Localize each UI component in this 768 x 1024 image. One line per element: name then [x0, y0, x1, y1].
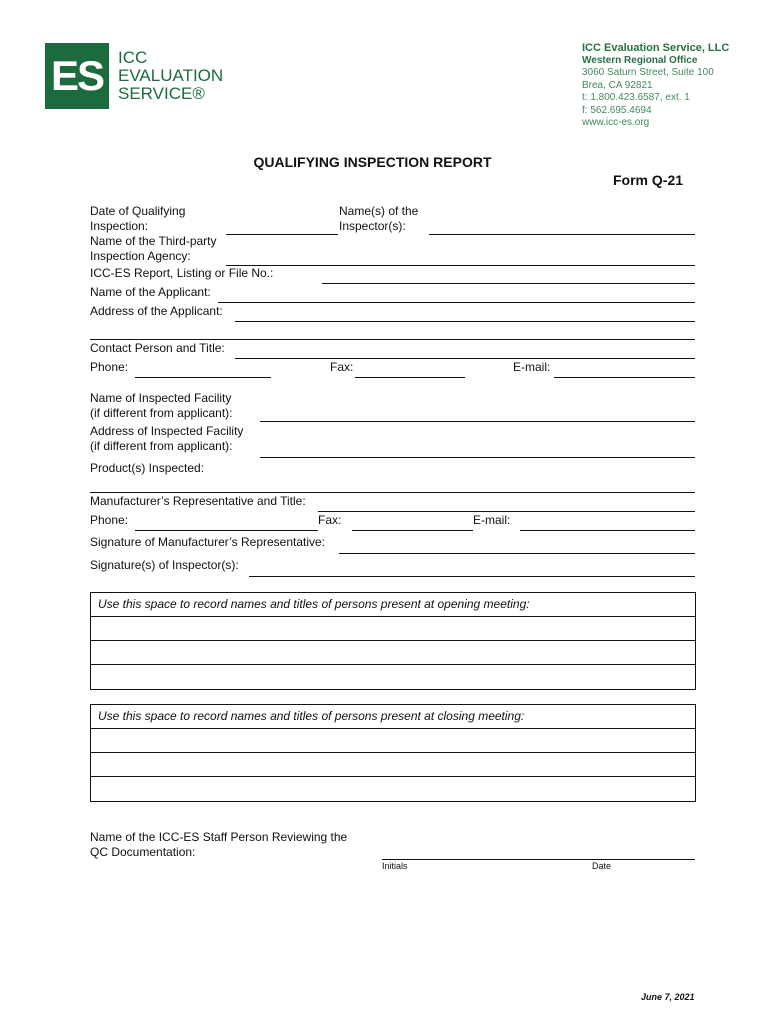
agency-field[interactable]: [226, 265, 695, 266]
date-label: Date of Qualifying Inspection:: [90, 204, 186, 233]
inspector-signature-field[interactable]: [249, 576, 695, 577]
city: Brea, CA 92821: [582, 79, 653, 91]
phone-number: t: 1.800.423.6587, ext. 1: [582, 92, 690, 103]
logo-line-service: SERVICE®: [118, 84, 205, 103]
report-number-field[interactable]: [322, 283, 695, 284]
mfr-phone-label: Phone:: [90, 513, 129, 527]
opening-meeting-box: [90, 592, 696, 690]
mfr-email-label: E-mail:: [473, 513, 511, 527]
office-name: Western Regional Office: [582, 54, 698, 66]
inspectors-field[interactable]: [429, 234, 695, 235]
closing-meeting-row[interactable]: [91, 753, 695, 777]
email-label: E-mail:: [513, 360, 551, 374]
logo-wordmark: [118, 49, 223, 103]
fax-field[interactable]: [355, 377, 465, 378]
contact-label: Contact Person and Title:: [90, 341, 225, 355]
contact-field[interactable]: [235, 358, 695, 359]
opening-meeting-row[interactable]: [91, 641, 695, 665]
facility-address-label: Address of Inspected Facility (if different from applicant):: [90, 424, 244, 453]
phone-field[interactable]: [135, 377, 271, 378]
phone-label: Phone:: [90, 360, 129, 374]
revision-date: June 7, 2021: [641, 992, 695, 1002]
opening-meeting-row[interactable]: [91, 617, 695, 641]
es-logo-mark: ES: [45, 43, 109, 109]
products-field[interactable]: [90, 492, 695, 493]
email-field[interactable]: [554, 377, 695, 378]
mfr-rep-field[interactable]: [318, 511, 695, 512]
staff-initials-date-field[interactable]: [382, 859, 695, 860]
opening-meeting-header: Use this space to record names and titles of persons present at opening meeting:: [91, 593, 695, 617]
logo-line-evaluation: EVALUATION: [118, 66, 224, 85]
form-title: QUALIFYING INSPECTION REPORT: [253, 154, 492, 170]
applicant-address-field-2[interactable]: [90, 339, 695, 340]
fax-number: f: 562.695.4694: [582, 104, 652, 116]
closing-meeting-header: Use this space to record names and titles of persons present at closing meeting:: [91, 705, 695, 729]
applicant-address-label: Address of the Applicant:: [90, 304, 223, 318]
mfr-signature-label: Signature of Manufacturer’s Representative:: [90, 535, 326, 549]
date-field[interactable]: [226, 234, 338, 235]
products-label: Product(s) Inspected:: [90, 461, 205, 475]
mfr-fax-field[interactable]: [352, 530, 473, 531]
applicant-name-field[interactable]: [218, 302, 695, 303]
staff-review-label: Name of the ICC-ES Staff Person Reviewing the QC Documentation:: [90, 830, 348, 859]
facility-address-field[interactable]: [260, 457, 695, 458]
logo-line-icc: ICC: [118, 48, 148, 67]
applicant-name-label: Name of the Applicant:: [90, 285, 211, 299]
mfr-phone-field[interactable]: [135, 530, 318, 531]
date-caption: Date: [592, 861, 612, 871]
mfr-fax-label: Fax:: [318, 513, 342, 527]
facility-name-label: Name of Inspected Facility (if different from applicant):: [90, 391, 233, 420]
report-number-label: ICC-ES Report, Listing or File No.:: [90, 266, 274, 280]
initials-caption: Initials: [382, 861, 408, 871]
form-number: Form Q-21: [613, 172, 684, 188]
website: www.icc-es.org: [582, 117, 650, 128]
closing-meeting-row[interactable]: [91, 777, 695, 801]
company-name: ICC Evaluation Service, LLC: [582, 42, 730, 54]
agency-label: Name of the Third-party Inspection Agency:: [90, 234, 217, 263]
closing-meeting-box: [90, 704, 696, 802]
applicant-address-field[interactable]: [235, 321, 695, 322]
office-address: [582, 42, 729, 130]
mfr-rep-label: Manufacturer’s Representative and Title:: [90, 494, 306, 508]
inspectors-label: Name(s) of the Inspector(s):: [339, 204, 419, 233]
mfr-email-field[interactable]: [520, 530, 695, 531]
inspector-signature-label: Signature(s) of Inspector(s):: [90, 558, 239, 572]
street: 3060 Saturn Street, Suite 100: [582, 67, 714, 78]
facility-name-field[interactable]: [260, 421, 695, 422]
opening-meeting-row[interactable]: [91, 665, 695, 689]
mfr-signature-field[interactable]: [339, 553, 695, 554]
closing-meeting-row[interactable]: [91, 729, 695, 753]
fax-label: Fax:: [330, 360, 354, 374]
